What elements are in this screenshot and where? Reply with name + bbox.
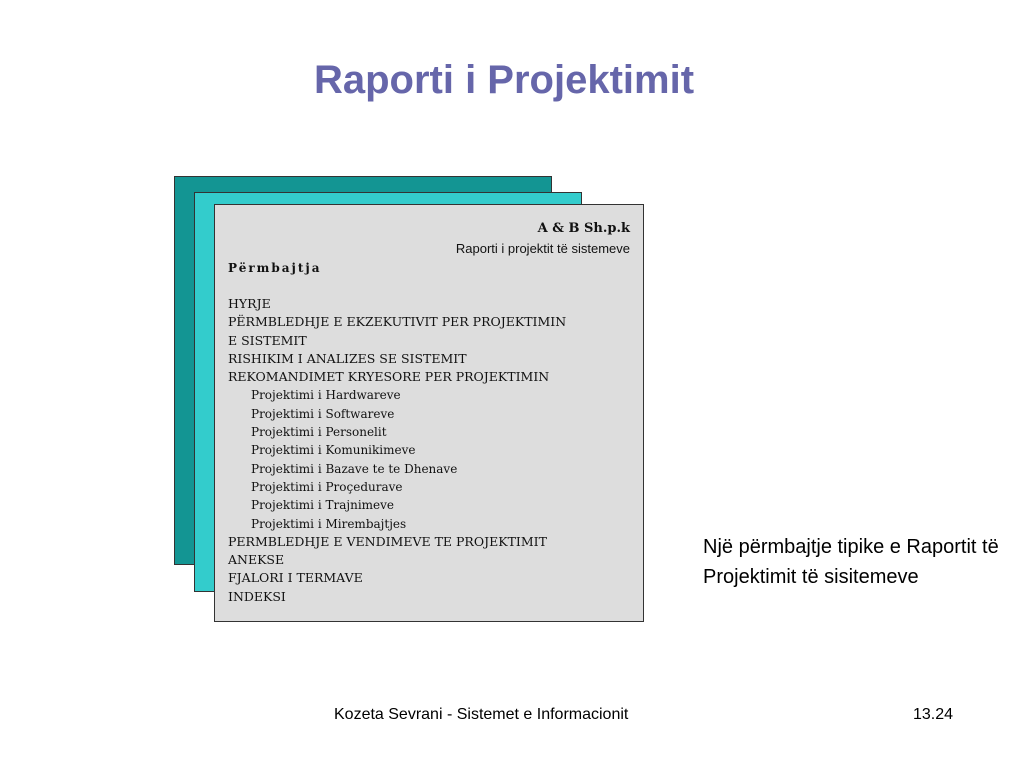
toc-item: Projektimi i Bazave te te Dhenave: [251, 461, 458, 476]
toc-item: Projektimi i Trajnimeve: [251, 498, 395, 513]
toc-item: PERMBLEDHJE E VENDIMEVE TE PROJEKTIMIT: [228, 533, 547, 549]
document-page: [214, 204, 644, 622]
toc-heading: Përmbajtja: [228, 261, 322, 275]
slide-caption: Një përmbajtje tipike e Raportit të Projektimit të sisitemeve: [703, 536, 999, 588]
toc-item: INDEKSI: [228, 588, 286, 604]
toc-item: Projektimi i Komunikimeve: [251, 443, 416, 458]
toc-item: Projektimi i Mirembajtjes: [251, 516, 407, 531]
footer-author: Kozeta Sevrani - Sistemet e Informacionit: [334, 706, 629, 723]
toc-item: FJALORI I TERMAVE: [228, 570, 363, 586]
page-number: 13.24: [913, 706, 954, 723]
toc-item: REKOMANDIMET KRYESORE PER PROJEKTIMIN: [228, 369, 550, 385]
toc-item: PËRMBLEDHJE E EKZEKUTIVIT PER PROJEKTIMIN: [228, 314, 567, 330]
toc-item: Projektimi i Personelit: [251, 425, 387, 440]
toc-item: Projektimi i Proçedurave: [251, 479, 403, 494]
toc-item: ANEKSE: [228, 552, 285, 568]
document-subtitle: Raporti i projektit të sistemeve: [455, 241, 630, 256]
toc-list: [228, 295, 566, 606]
slide-title: Raporti i Projektimit: [313, 58, 695, 102]
toc-item: RISHIKIM I ANALIZES SE SISTEMIT: [228, 350, 467, 366]
toc-item: Projektimi i Hardwareve: [251, 388, 401, 403]
toc-item: HYRJE: [228, 296, 271, 311]
company-name: A & B Sh.p.k: [537, 221, 630, 236]
toc-item: E SISTEMIT: [228, 332, 307, 348]
toc-item: Projektimi i Softwareve: [251, 406, 395, 421]
